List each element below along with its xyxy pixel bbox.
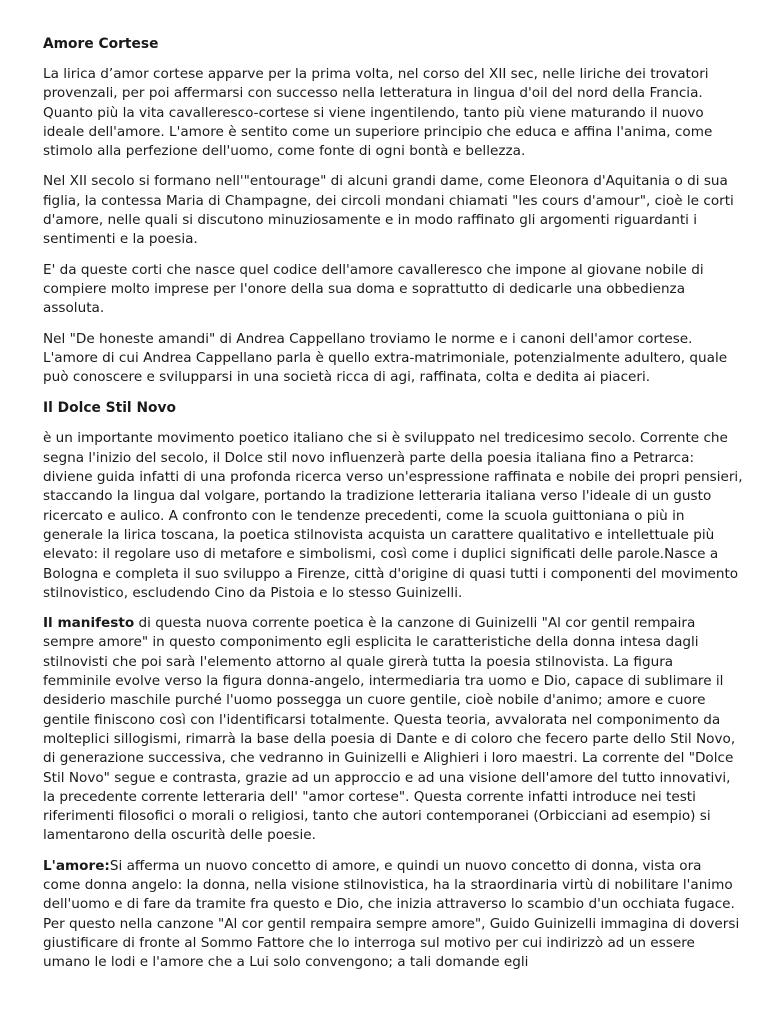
paragraph: è un importante movimento poetico italiano che si è sviluppato nel tredicesimo secolo. Corrente che segna l'inizio del secolo, il Dolce stil novo influenzerà parte della poesia italiana fino a Petrarca: diviene guida infatti di una profonda ricerca verso un'espressione raffinata e nobile dei propri pensieri, staccando la lingua dal volgare, portando la tradizione letteraria italiana verso l'ideale di un gusto ricercato e aulico. A confronto con le tendenze precedenti, come la scuola guittoniana o più in generale la lirica toscana, la poetica stilnovista acquista un carattere qualitativo e intellettuale più elevato: il regolare uso di metafore e simbolismi, così come i duplici significati delle parole.Nasce a Bologna e completa il suo sviluppo a Firenze, città d'origine di quasi tutti i componenti del movimento stilnovistico, escludendo Cino da Pistoia e lo stesso Guinizelli. [43,430,743,601]
manifesto-lead: Il manifesto [43,615,135,632]
section-title-amore-cortese: Amore Cortese [43,36,159,52]
paragraph-amore [43,857,743,973]
document-page [43,34,743,983]
section-title-dolce-stil-novo: Il Dolce Stil Novo [43,400,176,417]
paragraph: La lirica d’amor cortese apparve per la prima volta, nel corso del XII sec, nelle liriche dei trovatori provenzali, per poi affermarsi con successo nella letteratura in lingua d'oil del nord della Francia. Quanto più la vita cavalleresco-cortese si viene ingentilendo, tanto più viene maturando il nuovo ideale dell'amore. L'amore è sentito come un superiore principio che educa e affina l'anima, come stimolo alla perfezione dell'uomo, come fonte di ogni bontà e bellezza. [43,66,713,160]
paragraph: Nel XII secolo si formano nell'"entourage" di alcuni grandi dame, come Eleonora d'Aquitania o di sua figlia, la contessa Maria di Champagne, dei circoli mondani chiamati "les cours d'amour", cioè le corti d'amore, nelle quali si discutono minuziosamente e in modo raffinato gli argomenti riguardanti i sentimenti e la poesia. [43,173,734,248]
amore-text: Si afferma un nuovo concetto di amore, e quindi un nuovo concetto di donna, vista ora come donna angelo: la donna, nella visione stilnovistica, ha la straordinaria virtù di nobilitare l'animo dell'uomo e di fare da tramite fra questo e Dio, che inizia attraverso lo scambio d'un occhiata fugace. Per questo nella canzone "Al cor gentil rempaira sempre amore", Guido Guinizelli immagina di doversi giustificare di fronte al Sommo Fattore che lo interroga sul motivo per cui indirizzò ad un essere umano le lodi e l'amore che a Lui solo convengono; a tali domande egli [43,857,740,971]
paragraph: E' da queste corti che nasce quel codice dell'amore cavalleresco che impone al giovane nobile di compiere molto imprese per l'onore della sua doma e soprattutto di dedicarle una obbedienza assoluta. [43,261,704,317]
manifesto-text: di questa nuova corrente poetica è la canzone di Guinizelli "Al cor gentil rempaira sempre amore" in questo componimento egli esplicita le caratteristiche della donna intesa dagli stilnovisti che poi sarà l'elemento attorno al quale girerà tutta la poesia stilnovista. La figura femminile evolve verso la figura donna-angelo, intermediaria tra uomo e Dio, capace di sublimare il desiderio maschile purché l'uomo possegga un cuore gentile, cioè nobile d'animo; amore e cuore gentile finiscono così con l'identificarsi totalmente. Questa teoria, avvalorata nel componimento da molteplici sillogismi, rimarrà la base della poesia di Dante e di coloro che fecero parte dello Stil Novo, di generazione successiva, che vedranno in Guinizelli e Alighieri i loro maestri. La corrente del "Dolce Stil Novo" segue e contrasta, grazie ad un approccio e ad una visione dell'amore del tutto innovativi, la precedente corrente letteraria dell' "amor cortese". Questa corrente infatti introduce nei testi riferimenti filosofici o morali o religiosi, tanto che autori contemporanei (Orbicciani ad esempio) si lamentarono della oscurità delle poesie. [43,615,736,844]
paragraph: Nel "De honeste amandi" di Andrea Cappellano troviamo le norme e i canoni dell'amor cortese. L'amore di cui Andrea Cappellano parla è quello extra-matrimoniale, potenzialmente adultero, quale può conoscere e svilupparsi in una società ricca di agi, raffinata, colta e dedita ai piaceri. [43,330,728,386]
paragraph-manifesto [43,614,743,846]
amore-lead: L'amore: [43,857,110,874]
